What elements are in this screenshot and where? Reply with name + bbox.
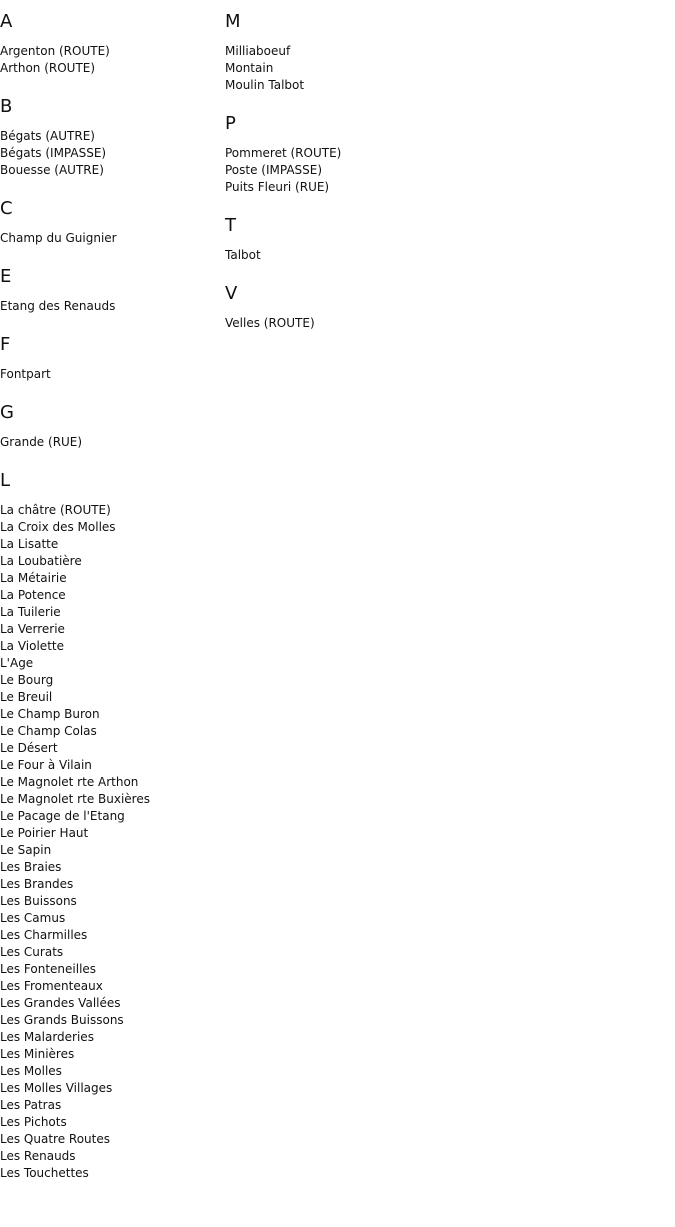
list-item	[0, 1148, 220, 1165]
street-link-la-potence[interactable]: La Potence	[0, 588, 66, 602]
section-letter-heading: P	[225, 113, 236, 134]
list-item	[0, 1012, 220, 1029]
section-e	[0, 267, 220, 315]
section-f	[0, 335, 220, 383]
section-letter-heading: E	[0, 266, 12, 287]
street-link-le-breuil[interactable]: Le Breuil	[0, 690, 53, 704]
list-item	[0, 944, 220, 961]
list-item	[0, 1131, 220, 1148]
list-item	[0, 859, 220, 876]
street-link-les-grandes-vallees[interactable]: Les Grandes Vallées	[0, 996, 121, 1010]
section-a	[0, 12, 220, 77]
list-item	[0, 655, 220, 672]
list-item	[225, 43, 465, 60]
street-link-la-lisatte[interactable]: La Lisatte	[0, 537, 59, 551]
street-link-les-fromenteaux[interactable]: Les Fromenteaux	[0, 979, 103, 993]
street-list	[0, 43, 220, 77]
section-letter-heading: B	[0, 96, 13, 117]
street-link-champ-du-guignier[interactable]: Champ du Guignier	[0, 231, 117, 245]
list-item	[0, 774, 220, 791]
list-item	[0, 230, 220, 247]
street-link-begats-autre[interactable]: Bégats (AUTRE)	[0, 129, 95, 143]
street-link-le-poirier-haut[interactable]: Le Poirier Haut	[0, 826, 89, 840]
section-letter-heading: F	[0, 334, 11, 355]
street-link-les-camus[interactable]: Les Camus	[0, 911, 66, 925]
street-link-pommeret-route[interactable]: Pommeret (ROUTE)	[225, 146, 342, 160]
list-item	[0, 1046, 220, 1063]
section-t	[225, 216, 465, 264]
list-item	[0, 1080, 220, 1097]
list-item	[225, 60, 465, 77]
section-letter-heading: T	[225, 215, 236, 236]
list-item	[225, 247, 465, 264]
street-link-la-loubatiere[interactable]: La Loubatière	[0, 554, 82, 568]
street-link-les-molles[interactable]: Les Molles	[0, 1064, 62, 1078]
list-item	[0, 128, 220, 145]
street-link-le-magnolet-rte-arthon[interactable]: Le Magnolet rte Arthon	[0, 775, 139, 789]
list-item	[0, 43, 220, 60]
list-item	[0, 638, 220, 655]
street-link-les-malarderies[interactable]: Les Malarderies	[0, 1030, 94, 1044]
street-list	[0, 230, 220, 247]
section-letter-heading: L	[0, 470, 11, 491]
street-link-bouesse-autre[interactable]: Bouesse (AUTRE)	[0, 163, 104, 177]
street-list	[0, 434, 220, 451]
list-item	[0, 298, 220, 315]
street-link-les-buissons[interactable]: Les Buissons	[0, 894, 77, 908]
list-item	[0, 791, 220, 808]
street-link-le-pacage-de-l-etang[interactable]: Le Pacage de l'Etang	[0, 809, 125, 823]
street-link-la-chatre-route[interactable]: La châtre (ROUTE)	[0, 503, 111, 517]
street-link-grande-rue[interactable]: Grande (RUE)	[0, 435, 83, 449]
street-link-les-grands-buissons[interactable]: Les Grands Buissons	[0, 1013, 124, 1027]
section-letter-heading: G	[0, 402, 14, 423]
street-link-le-sapin[interactable]: Le Sapin	[0, 843, 52, 857]
list-item	[0, 978, 220, 995]
list-item	[0, 808, 220, 825]
list-item	[0, 927, 220, 944]
list-item	[0, 672, 220, 689]
street-list	[225, 145, 465, 196]
street-link-le-desert[interactable]: Le Désert	[0, 741, 58, 755]
right-column	[225, 0, 465, 332]
street-link-le-champ-buron[interactable]: Le Champ Buron	[0, 707, 100, 721]
list-item	[225, 179, 465, 196]
left-column	[0, 0, 220, 1182]
street-link-begats-impasse[interactable]: Bégats (IMPASSE)	[0, 146, 107, 160]
street-link-les-curats[interactable]: Les Curats	[0, 945, 64, 959]
list-item	[0, 757, 220, 774]
street-list	[0, 366, 220, 383]
list-item	[0, 1114, 220, 1131]
street-link-les-quatre-routes[interactable]: Les Quatre Routes	[0, 1132, 110, 1146]
street-link-la-croix-des-molles[interactable]: La Croix des Molles	[0, 520, 116, 534]
list-item	[0, 60, 220, 77]
street-link-le-champ-colas[interactable]: Le Champ Colas	[0, 724, 97, 738]
street-link-l-age[interactable]: L'Age	[0, 656, 34, 670]
section-b	[0, 97, 220, 179]
section-g	[0, 403, 220, 451]
street-link-moulin-talbot[interactable]: Moulin Talbot	[225, 78, 305, 92]
street-link-les-brandes[interactable]: Les Brandes	[0, 877, 74, 891]
list-item	[0, 723, 220, 740]
street-list	[225, 43, 465, 94]
section-l	[0, 471, 220, 1182]
street-list	[0, 128, 220, 179]
list-item	[0, 587, 220, 604]
street-link-les-fonteneilles[interactable]: Les Fonteneilles	[0, 962, 97, 976]
section-letter-heading: A	[0, 11, 13, 32]
list-item	[0, 553, 220, 570]
list-item	[0, 570, 220, 587]
list-item	[225, 315, 465, 332]
street-link-talbot[interactable]: Talbot	[225, 248, 261, 262]
street-link-le-magnolet-rte-buxieres[interactable]: Le Magnolet rte Buxières	[0, 792, 150, 806]
street-link-les-renauds[interactable]: Les Renauds	[0, 1149, 76, 1163]
list-item	[0, 893, 220, 910]
street-link-les-molles-villages[interactable]: Les Molles Villages	[0, 1081, 113, 1095]
list-item	[0, 961, 220, 978]
street-link-fontpart[interactable]: Fontpart	[0, 367, 51, 381]
street-link-les-charmilles[interactable]: Les Charmilles	[0, 928, 88, 942]
street-list	[225, 315, 465, 332]
list-item	[0, 162, 220, 179]
list-item	[0, 1097, 220, 1114]
list-item	[0, 842, 220, 859]
list-item	[0, 145, 220, 162]
street-link-les-pichots[interactable]: Les Pichots	[0, 1115, 67, 1129]
street-link-milliaboeuf[interactable]: Milliaboeuf	[225, 44, 291, 58]
street-link-le-bourg[interactable]: Le Bourg	[0, 673, 54, 687]
section-v	[225, 284, 465, 332]
street-link-les-patras[interactable]: Les Patras	[0, 1098, 62, 1112]
list-item	[0, 502, 220, 519]
street-link-poste-impasse[interactable]: Poste (IMPASSE)	[225, 163, 323, 177]
list-item	[0, 536, 220, 553]
list-item	[0, 689, 220, 706]
street-list	[0, 502, 220, 1182]
section-m	[225, 12, 465, 94]
list-item	[0, 621, 220, 638]
street-link-le-four-a-vilain[interactable]: Le Four à Vilain	[0, 758, 92, 772]
section-letter-heading: V	[225, 283, 238, 304]
list-item	[225, 145, 465, 162]
section-p	[225, 114, 465, 196]
list-item	[0, 434, 220, 451]
list-item	[0, 604, 220, 621]
list-item	[0, 740, 220, 757]
street-link-la-metairie[interactable]: La Métairie	[0, 571, 67, 585]
street-link-etang-des-renauds[interactable]: Etang des Renauds	[0, 299, 116, 313]
list-item	[0, 1165, 220, 1182]
list-item	[0, 876, 220, 893]
list-item	[0, 1029, 220, 1046]
street-list	[225, 247, 465, 264]
list-item	[225, 162, 465, 179]
street-link-la-violette[interactable]: La Violette	[0, 639, 64, 653]
list-item	[0, 995, 220, 1012]
list-item	[0, 706, 220, 723]
list-item	[0, 519, 220, 536]
list-item	[0, 1063, 220, 1080]
street-link-les-minieres[interactable]: Les Minières	[0, 1047, 75, 1061]
list-item	[0, 910, 220, 927]
street-link-montain[interactable]: Montain	[225, 61, 274, 75]
street-link-les-braies[interactable]: Les Braies	[0, 860, 62, 874]
list-item	[0, 366, 220, 383]
section-letter-heading: M	[225, 11, 241, 32]
street-list	[0, 298, 220, 315]
street-link-puits-fleuri-rue[interactable]: Puits Fleuri (RUE)	[225, 180, 330, 194]
street-link-les-touchettes[interactable]: Les Touchettes	[0, 1166, 89, 1180]
section-letter-heading: C	[0, 198, 13, 219]
street-link-la-tuilerie[interactable]: La Tuilerie	[0, 605, 61, 619]
street-link-la-verrerie[interactable]: La Verrerie	[0, 622, 65, 636]
list-item	[225, 77, 465, 94]
list-item	[0, 825, 220, 842]
street-link-argenton-route[interactable]: Argenton (ROUTE)	[0, 44, 110, 58]
street-link-velles-route[interactable]: Velles (ROUTE)	[225, 316, 315, 330]
section-c	[0, 199, 220, 247]
street-link-arthon-route[interactable]: Arthon (ROUTE)	[0, 61, 96, 75]
